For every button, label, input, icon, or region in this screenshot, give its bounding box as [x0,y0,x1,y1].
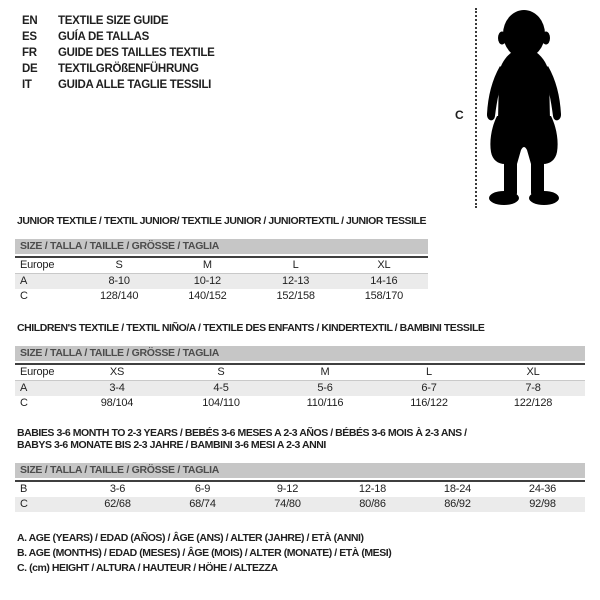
footnote-c: C. (cm) HEIGHT / ALTURA / HAUTEUR / HÖHE / ALTEZZA [17,562,278,574]
row-label: A [20,275,28,287]
table-title-line: BABYS 3-6 MONATE BIS 2-3 JAHRE / BAMBINI 3-6 MESI A 2-3 ANNI [17,439,326,451]
size-cell: 128/140 [99,290,139,302]
row-label: C [20,290,28,302]
size-cell: 7-8 [525,382,541,394]
size-cell: L [426,366,432,378]
size-table-babies [15,427,585,512]
footnote-a: A. AGE (YEARS) / EDAD (AÑOS) / ÂGE (ANS) / ALTER (JAHRE) / ETÀ (ANNI) [17,532,364,544]
size-cell: 158/170 [364,290,404,302]
size-cell: M [320,366,330,378]
height-measure-label: C [455,108,464,122]
table-title-line: CHILDREN'S TEXTILE / TEXTIL NIÑO/A / TEXTILE DES ENFANTS / KINDERTEXTIL / BAMBINI TESSILE [17,322,485,334]
lang-title: GUIDE DES TAILLES TEXTILE [58,47,215,59]
lang-row-es [22,29,215,45]
table-row-c [15,497,585,512]
table-row-europe [15,365,585,381]
table-rows [15,363,585,411]
size-cell: 3-6 [109,483,126,495]
size-cell: 9-12 [276,483,299,495]
lang-title: TEXTILE SIZE GUIDE [58,15,169,27]
size-cell: 104/110 [202,397,240,409]
table-title [17,215,428,227]
size-cell: 6-9 [194,483,211,495]
size-cell: 62/68 [104,498,131,510]
row-label: B [20,483,28,495]
table-title-line: JUNIOR TEXTILE / TEXTIL JUNIOR/ TEXTILE JUNIOR / JUNIORTEXTIL / JUNIOR TESSILE [17,215,427,227]
lang-row-de [22,61,215,77]
size-cell: XL [377,259,391,271]
lang-row-it [22,77,215,93]
size-cell: XS [109,366,125,378]
size-cell: 12-18 [358,483,387,495]
language-list [22,13,215,93]
size-cell: 80/86 [359,498,386,510]
row-label: Europe [20,259,55,271]
table-rows [15,256,428,304]
lang-title: TEXTILGRÖßENFÜHRUNG [58,63,199,75]
lang-code: EN [22,15,38,27]
lang-title: GUÍA DE TALLAS [58,31,149,43]
size-cell: 92/98 [529,498,556,510]
size-cell: 14-16 [370,275,398,287]
size-cell: 116/122 [410,397,448,409]
size-table-children [15,322,585,411]
row-label: C [20,498,28,510]
size-cell: XL [526,366,540,378]
size-cell: 10-12 [193,275,221,287]
size-cell: 4-5 [213,382,229,394]
size-cell: S [217,366,225,378]
height-measure-dotted-line [475,8,477,208]
table-title-line: BABIES 3-6 MONTH TO 2-3 YEARS / BEBÉS 3-6 MESES A 2-3 AÑOS / BÉBÉS 3-6 MOIS À 2-3 ANS / [17,427,467,439]
size-cell: 86/92 [444,498,471,510]
size-header-bar: SIZE / TALLA / TAILLE / GRÖSSE / TAGLIA [15,463,585,478]
row-label: C [20,397,28,409]
footnote-b: B. AGE (MONTHS) / EDAD (MESES) / ÂGE (MOIS) / ALTER (MONATE) / ETÀ (MESI) [17,547,392,559]
size-cell: 122/128 [513,397,553,409]
size-header-bar: SIZE / TALLA / TAILLE / GRÖSSE / TAGLIA [15,346,585,361]
table-title [17,322,585,334]
size-header-bar: SIZE / TALLA / TAILLE / GRÖSSE / TAGLIA [15,239,428,254]
lang-code: DE [22,63,38,75]
size-cell: 5-6 [317,382,333,394]
footnotes [17,531,391,576]
lang-row-en [22,13,215,29]
size-cell: 98/104 [100,397,134,409]
size-cell: 6-7 [421,382,437,394]
table-title [17,427,585,451]
size-cell: 18-24 [443,483,472,495]
size-cell: 110/116 [306,397,344,409]
size-cell: S [115,259,123,271]
table-rows [15,480,585,512]
size-cell: 68/74 [189,498,216,510]
row-label: Europe [20,366,55,378]
size-cell: 74/80 [274,498,301,510]
size-cell: L [292,259,299,271]
size-cell: M [202,259,212,271]
lang-code: IT [22,79,32,91]
size-cell: 3-4 [109,382,125,394]
table-row-europe [15,258,428,274]
lang-code: FR [22,47,37,59]
table-row-a [15,381,585,396]
size-cell: 12-13 [282,275,310,287]
lang-title: GUIDA ALLE TAGLIE TESSILI [58,79,212,91]
table-row-c [15,289,428,304]
baby-silhouette [484,8,566,210]
table-row-c [15,396,585,411]
size-cell: 140/152 [188,290,227,302]
size-cell: 24-36 [528,483,557,495]
lang-row-fr [22,45,215,61]
table-row-b [15,482,585,497]
row-label: A [20,382,28,394]
lang-code: ES [22,31,37,43]
size-table-junior [15,215,428,304]
size-cell: 152/158 [276,290,315,302]
size-cell: 8-10 [108,275,130,287]
table-row-a [15,274,428,289]
